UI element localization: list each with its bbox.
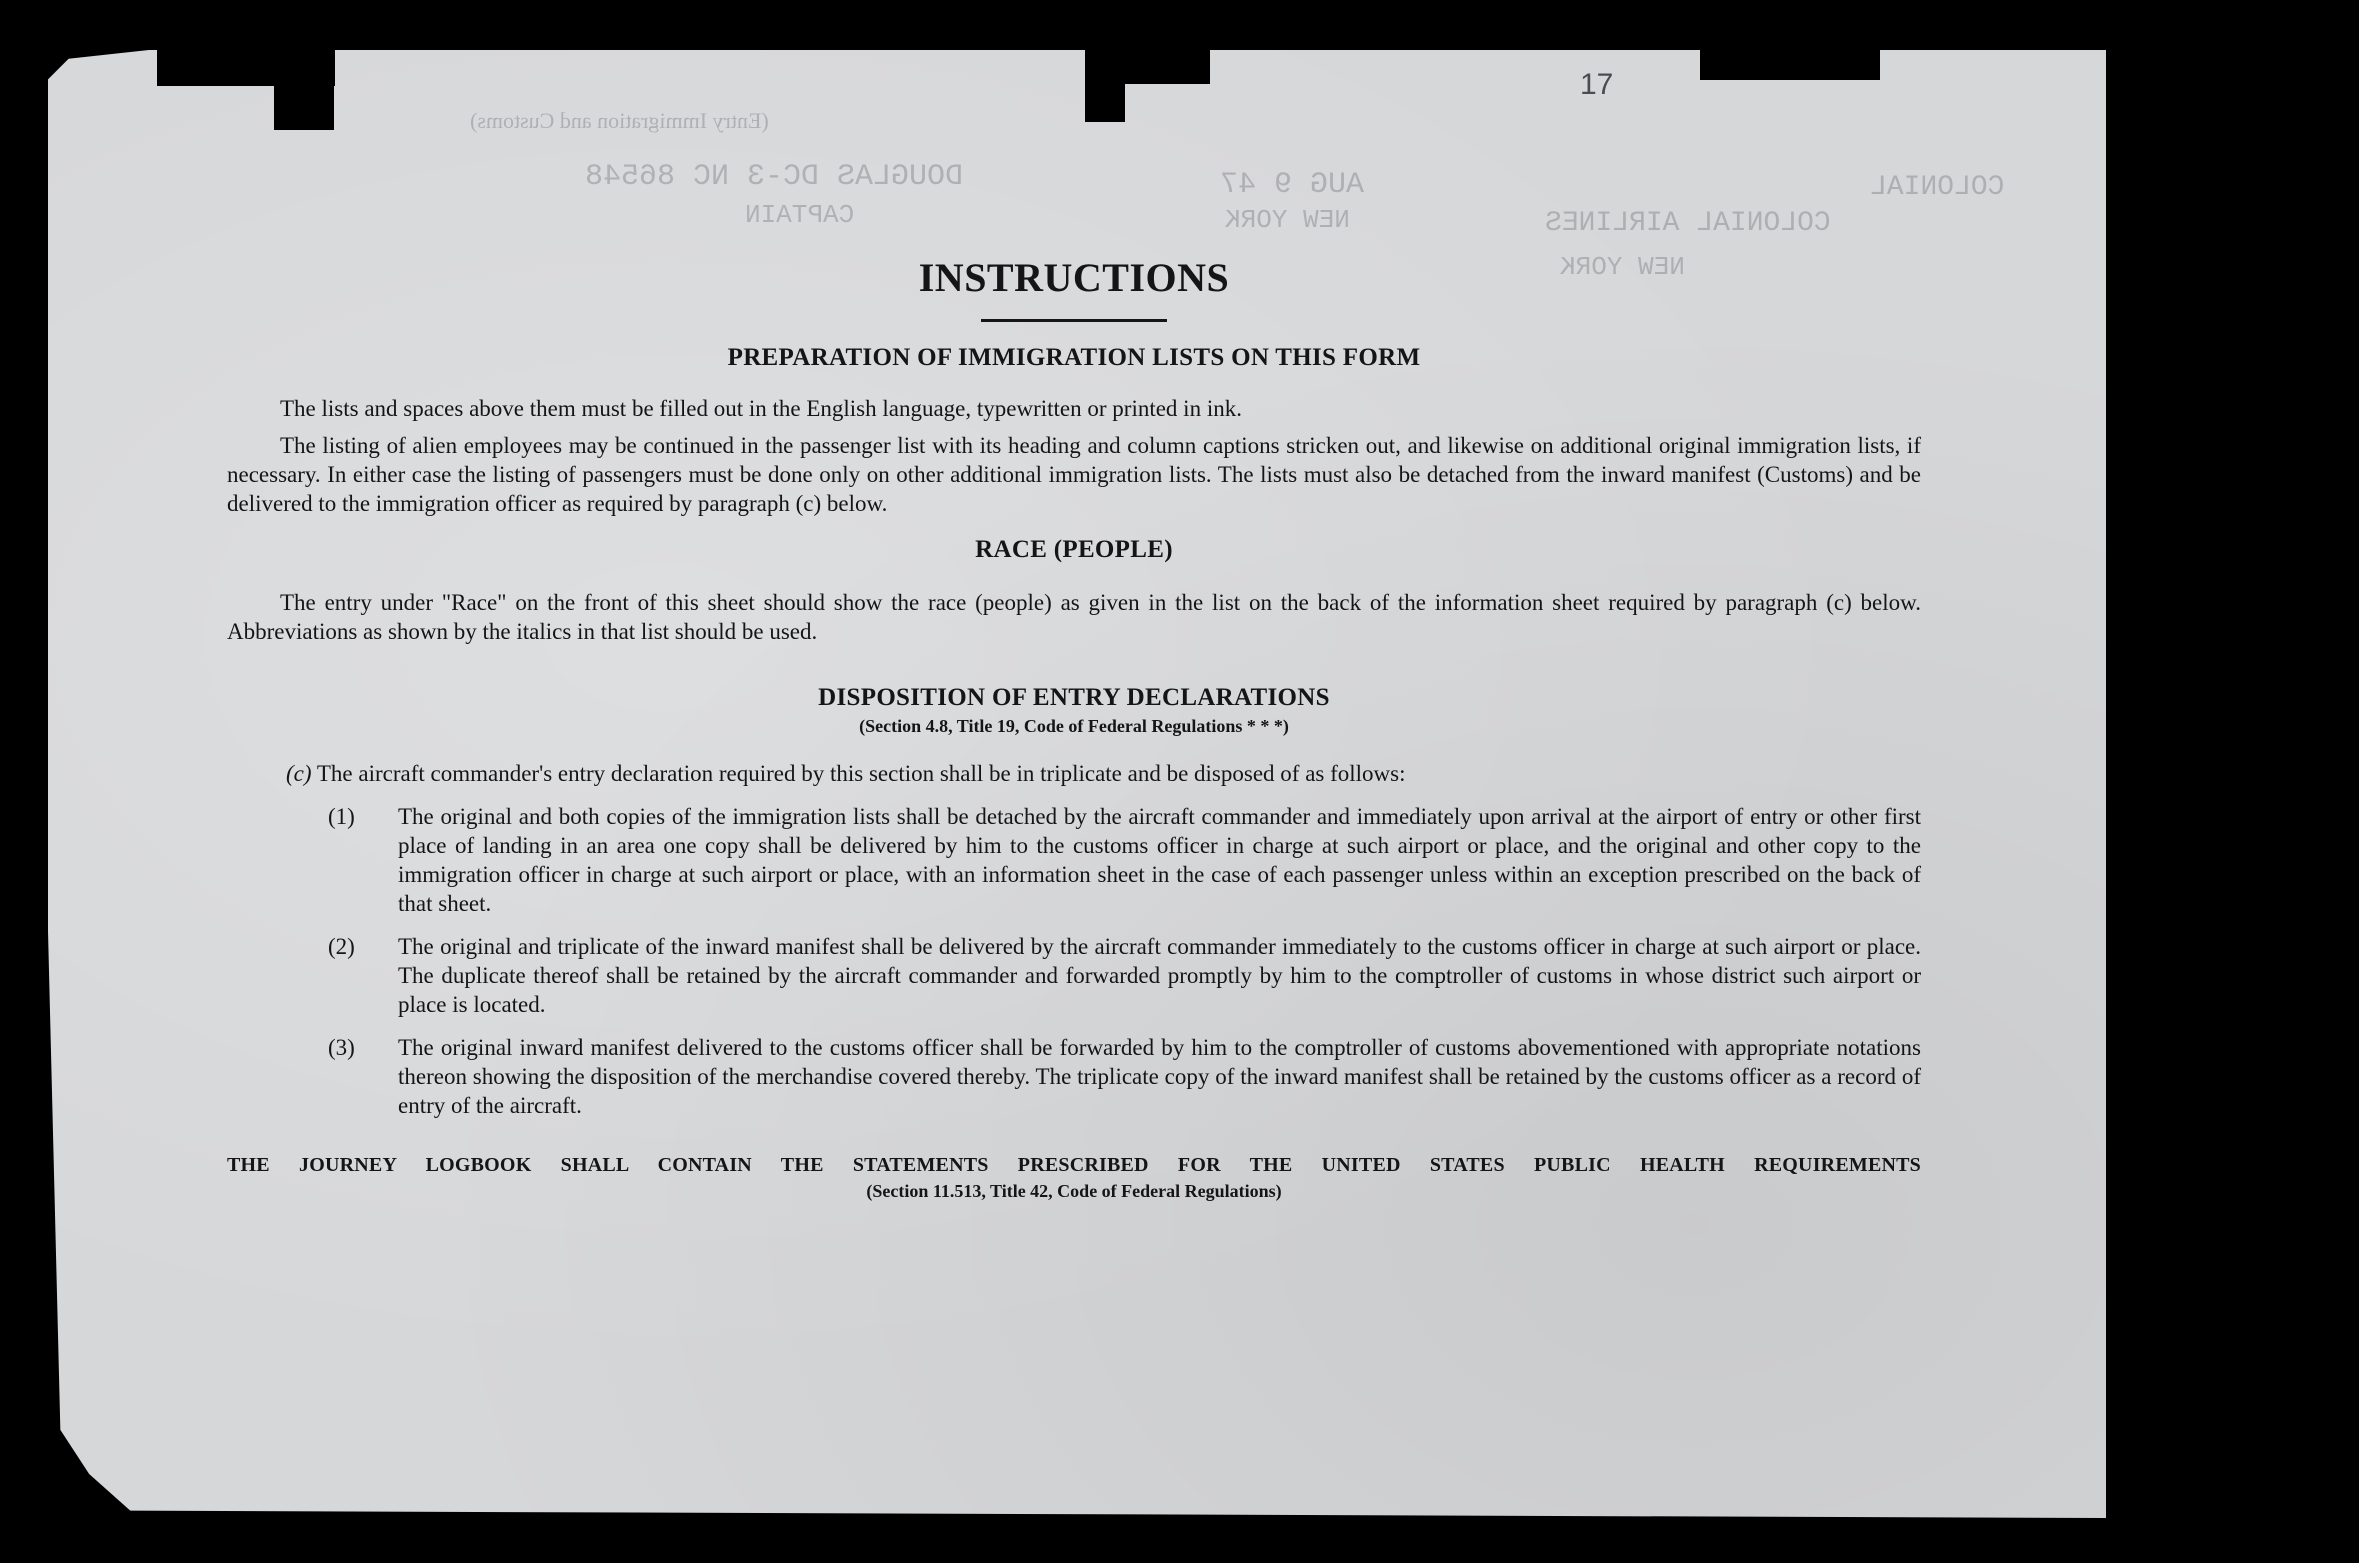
list-item-text: The original and both copies of the immigration lists shall be detached by the aircraft commander and immediately upon arrival at the airport of entry or other first place of landing in an area one copy shall be delivered by him to the customs officer in charge at such airport or place, and the original and other copy to the immigration officer in charge at such airport or place, with an information sheet in the case of each passenger unless within an exception prescribed on the back of that sheet. <box>398 804 1921 916</box>
torn-edge <box>1700 44 1880 80</box>
page-number: 17 <box>1580 68 1614 101</box>
paragraph: The lists and spaces above them must be filled out in the English language, typewritten or printed in ink. <box>280 396 1242 421</box>
torn-edge <box>1085 80 1125 122</box>
list-item-number: (2) <box>328 934 355 959</box>
page-title: INSTRUCTIONS <box>918 255 1230 300</box>
bleed-through-text: COLONIAL AIRLINES <box>1545 208 1831 239</box>
torn-edge <box>274 80 334 130</box>
instructions-content <box>227 244 1921 1202</box>
footer-statement: THE JOURNEY LOGBOOK SHALL CONTAIN THE STATEMENTS PRESCRIBED FOR THE UNITED STATES PUBLIC HEALTH REQUIREMENTS <box>227 1154 1921 1176</box>
section-heading-race: RACE (PEOPLE) <box>975 536 1173 563</box>
bleed-through-text: NEW YORK <box>1225 205 1350 235</box>
list-item-number: (3) <box>328 1035 355 1060</box>
list-item-text: The original inward manifest delivered to the customs officer shall be forwarded by him to the comptroller of customs abovementioned with appropriate notations thereon showing the disposition of the merchandise covered thereby. The triplicate copy of the inward manifest shall be retained by the customs officer as a record of entry of the aircraft. <box>398 1035 1921 1118</box>
section-heading-disposition: DISPOSITION OF ENTRY DECLARATIONS <box>818 684 1330 711</box>
bleed-through-text: NEW YORK <box>1560 252 1685 282</box>
paragraph-label: (c) <box>286 761 312 786</box>
footer-citation: (Section 11.513, Title 42, Code of Federal Regulations) <box>866 1181 1282 1201</box>
paragraph-c <box>227 759 1921 788</box>
list-item <box>227 802 1921 918</box>
title-underline <box>981 319 1167 322</box>
section-heading-preparation: PREPARATION OF IMMIGRATION LISTS ON THIS FORM <box>727 344 1421 371</box>
bleed-through-text: CAPTAIN <box>745 200 855 230</box>
torn-edge <box>1085 44 1210 84</box>
list-item <box>227 1033 1921 1120</box>
bleed-through-text: DOUGLAS DC-3 NC 86548 <box>585 160 964 194</box>
bleed-through-text: COLONIAL <box>1870 172 2005 203</box>
list-item <box>227 932 1921 1019</box>
paragraph-text: The aircraft commander's entry declaration required by this section shall be in triplicate and be disposed of as follows: <box>316 761 1406 786</box>
section-citation: (Section 4.8, Title 19, Code of Federal Regulations * * *) <box>859 716 1289 736</box>
paragraph: The listing of alien employees may be continued in the passenger list with its heading and column captions stricken out, and likewise on additional original immigration lists, if necessary. In either case the listing of passengers must be done only on other additional immigration lists. The lists must also be detached from the inward manifest (Customs) and be delivered to the immigration officer as required by paragraph (c) below. <box>227 433 1921 516</box>
bleed-through-text: (Entry Immigration and Customs) <box>470 108 769 133</box>
list-item-text: The original and triplicate of the inward manifest shall be delivered by the aircraft commander immediately to the customs officer in charge at such airport or place. The duplicate thereof shall be retained by the aircraft commander and forwarded promptly by him to the comptroller of customs in whose district such airport or place is located. <box>398 934 1921 1017</box>
bleed-through-text: AUG 9 47 <box>1220 168 1365 202</box>
list-item-number: (1) <box>328 804 355 829</box>
paragraph: The entry under "Race" on the front of this sheet should show the race (people) as given in the list on the back of the information sheet required by paragraph (c) below. Abbreviations as shown by the italics in that list should be used. <box>227 590 1921 644</box>
